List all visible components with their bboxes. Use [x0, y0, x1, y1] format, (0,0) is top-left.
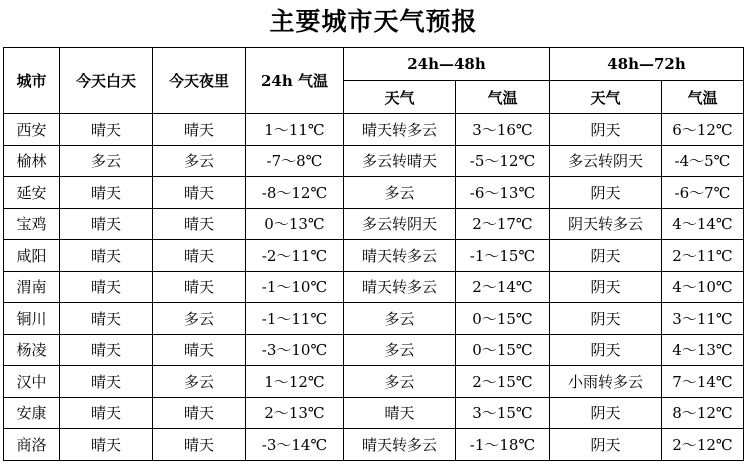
today-night-cell: 晴天 [153, 240, 246, 272]
weather-48h-cell: 晴天转多云 [344, 429, 456, 461]
header-weather-48h: 天气 [344, 81, 456, 114]
today-night-cell: 晴天 [153, 271, 246, 303]
temp-24h-cell: -2～11℃ [246, 240, 344, 272]
today-day-cell: 晴天 [60, 240, 153, 272]
city-cell: 宝鸡 [4, 208, 60, 240]
temp-24h-cell: 2～13℃ [246, 397, 344, 429]
today-night-cell: 晴天 [153, 177, 246, 209]
temp-48h-cell: -1～18℃ [456, 429, 550, 461]
city-cell: 汉中 [4, 366, 60, 398]
today-day-cell: 晴天 [60, 366, 153, 398]
temp-72h-cell: -6～7℃ [662, 177, 744, 209]
table-row [4, 208, 744, 240]
temp-24h-cell: 0～13℃ [246, 208, 344, 240]
page-title: 主要城市天气预报 [269, 7, 478, 36]
today-day-cell: 晴天 [60, 114, 153, 146]
today-day-cell: 晴天 [60, 334, 153, 366]
header-group-48-72h: 48h—72h [550, 48, 744, 81]
weather-72h-cell: 阴天 [550, 114, 662, 146]
temp-24h-cell: -3～10℃ [246, 334, 344, 366]
header-temp-72h: 气温 [662, 81, 744, 114]
table-row [4, 334, 744, 366]
city-cell: 铜川 [4, 303, 60, 335]
today-night-cell: 多云 [153, 145, 246, 177]
city-cell: 榆林 [4, 145, 60, 177]
table-row [4, 429, 744, 461]
header-group-24-48h: 24h—48h [344, 48, 550, 81]
temp-48h-cell: 3～16℃ [456, 114, 550, 146]
table-row [4, 240, 744, 272]
today-night-cell: 晴天 [153, 114, 246, 146]
temp-72h-cell: 6～12℃ [662, 114, 744, 146]
weather-48h-cell: 多云 [344, 177, 456, 209]
city-cell: 咸阳 [4, 240, 60, 272]
city-cell: 安康 [4, 397, 60, 429]
today-night-cell: 多云 [153, 303, 246, 335]
temp-48h-cell: 0～15℃ [456, 303, 550, 335]
weather-72h-cell: 阴天 [550, 303, 662, 335]
weather-table [3, 47, 744, 461]
temp-72h-cell: 2～12℃ [662, 429, 744, 461]
temp-24h-cell: 1～11℃ [246, 114, 344, 146]
weather-48h-cell: 多云 [344, 334, 456, 366]
table-row [4, 271, 744, 303]
temp-72h-cell: 4～14℃ [662, 208, 744, 240]
weather-48h-cell: 多云 [344, 366, 456, 398]
temp-48h-cell: 2～14℃ [456, 271, 550, 303]
weather-48h-cell: 多云转阴天 [344, 208, 456, 240]
weather-48h-cell: 晴天转多云 [344, 240, 456, 272]
today-night-cell: 多云 [153, 366, 246, 398]
table-row [4, 303, 744, 335]
temp-24h-cell: 1～12℃ [246, 366, 344, 398]
today-night-cell: 晴天 [153, 397, 246, 429]
temp-24h-cell: -3～14℃ [246, 429, 344, 461]
today-night-cell: 晴天 [153, 334, 246, 366]
city-cell: 渭南 [4, 271, 60, 303]
today-day-cell: 晴天 [60, 177, 153, 209]
temp-72h-cell: 4～13℃ [662, 334, 744, 366]
weather-48h-cell: 晴天转多云 [344, 271, 456, 303]
table-row [4, 114, 744, 146]
temp-48h-cell: 3～15℃ [456, 397, 550, 429]
today-night-cell: 晴天 [153, 429, 246, 461]
today-day-cell: 晴天 [60, 271, 153, 303]
header-weather-72h: 天气 [550, 81, 662, 114]
temp-72h-cell: 4～10℃ [662, 271, 744, 303]
city-cell: 延安 [4, 177, 60, 209]
weather-72h-cell: 阴天 [550, 334, 662, 366]
temp-48h-cell: -1～15℃ [456, 240, 550, 272]
weather-48h-cell: 多云 [344, 303, 456, 335]
city-cell: 西安 [4, 114, 60, 146]
temp-24h-cell: -7～8℃ [246, 145, 344, 177]
header-temp-48h: 气温 [456, 81, 550, 114]
today-night-cell: 晴天 [153, 208, 246, 240]
temp-24h-cell: -1～11℃ [246, 303, 344, 335]
temp-72h-cell: 8～12℃ [662, 397, 744, 429]
table-row [4, 366, 744, 398]
temp-72h-cell: -4～5℃ [662, 145, 744, 177]
temp-24h-cell: -1～10℃ [246, 271, 344, 303]
today-day-cell: 晴天 [60, 208, 153, 240]
header-temp-24h: 24h 气温 [246, 48, 344, 114]
weather-72h-cell: 阴天 [550, 397, 662, 429]
today-day-cell: 晴天 [60, 397, 153, 429]
temp-72h-cell: 2～11℃ [662, 240, 744, 272]
weather-48h-cell: 晴天 [344, 397, 456, 429]
temp-48h-cell: -5～12℃ [456, 145, 550, 177]
weather-72h-cell: 阴天 [550, 429, 662, 461]
today-day-cell: 晴天 [60, 303, 153, 335]
today-day-cell: 多云 [60, 145, 153, 177]
weather-48h-cell: 多云转晴天 [344, 145, 456, 177]
header-today-night: 今天夜里 [153, 48, 246, 114]
today-day-cell: 晴天 [60, 429, 153, 461]
weather-72h-cell: 小雨转多云 [550, 366, 662, 398]
weather-72h-cell: 阴天 [550, 271, 662, 303]
weather-72h-cell: 阴天 [550, 177, 662, 209]
header-today-day: 今天白天 [60, 48, 153, 114]
table-row [4, 397, 744, 429]
temp-48h-cell: 2～17℃ [456, 208, 550, 240]
table-row [4, 145, 744, 177]
temp-48h-cell: 0～15℃ [456, 334, 550, 366]
header-row-top [4, 48, 744, 81]
temp-48h-cell: -6～13℃ [456, 177, 550, 209]
weather-72h-cell: 阴天 [550, 240, 662, 272]
table-row [4, 177, 744, 209]
temp-72h-cell: 3～11℃ [662, 303, 744, 335]
weather-48h-cell: 晴天转多云 [344, 114, 456, 146]
temp-48h-cell: 2～15℃ [456, 366, 550, 398]
header-city: 城市 [4, 48, 60, 114]
city-cell: 商洛 [4, 429, 60, 461]
weather-72h-cell: 阴天转多云 [550, 208, 662, 240]
temp-72h-cell: 7～14℃ [662, 366, 744, 398]
city-cell: 杨凌 [4, 334, 60, 366]
weather-72h-cell: 多云转阴天 [550, 145, 662, 177]
temp-24h-cell: -8～12℃ [246, 177, 344, 209]
